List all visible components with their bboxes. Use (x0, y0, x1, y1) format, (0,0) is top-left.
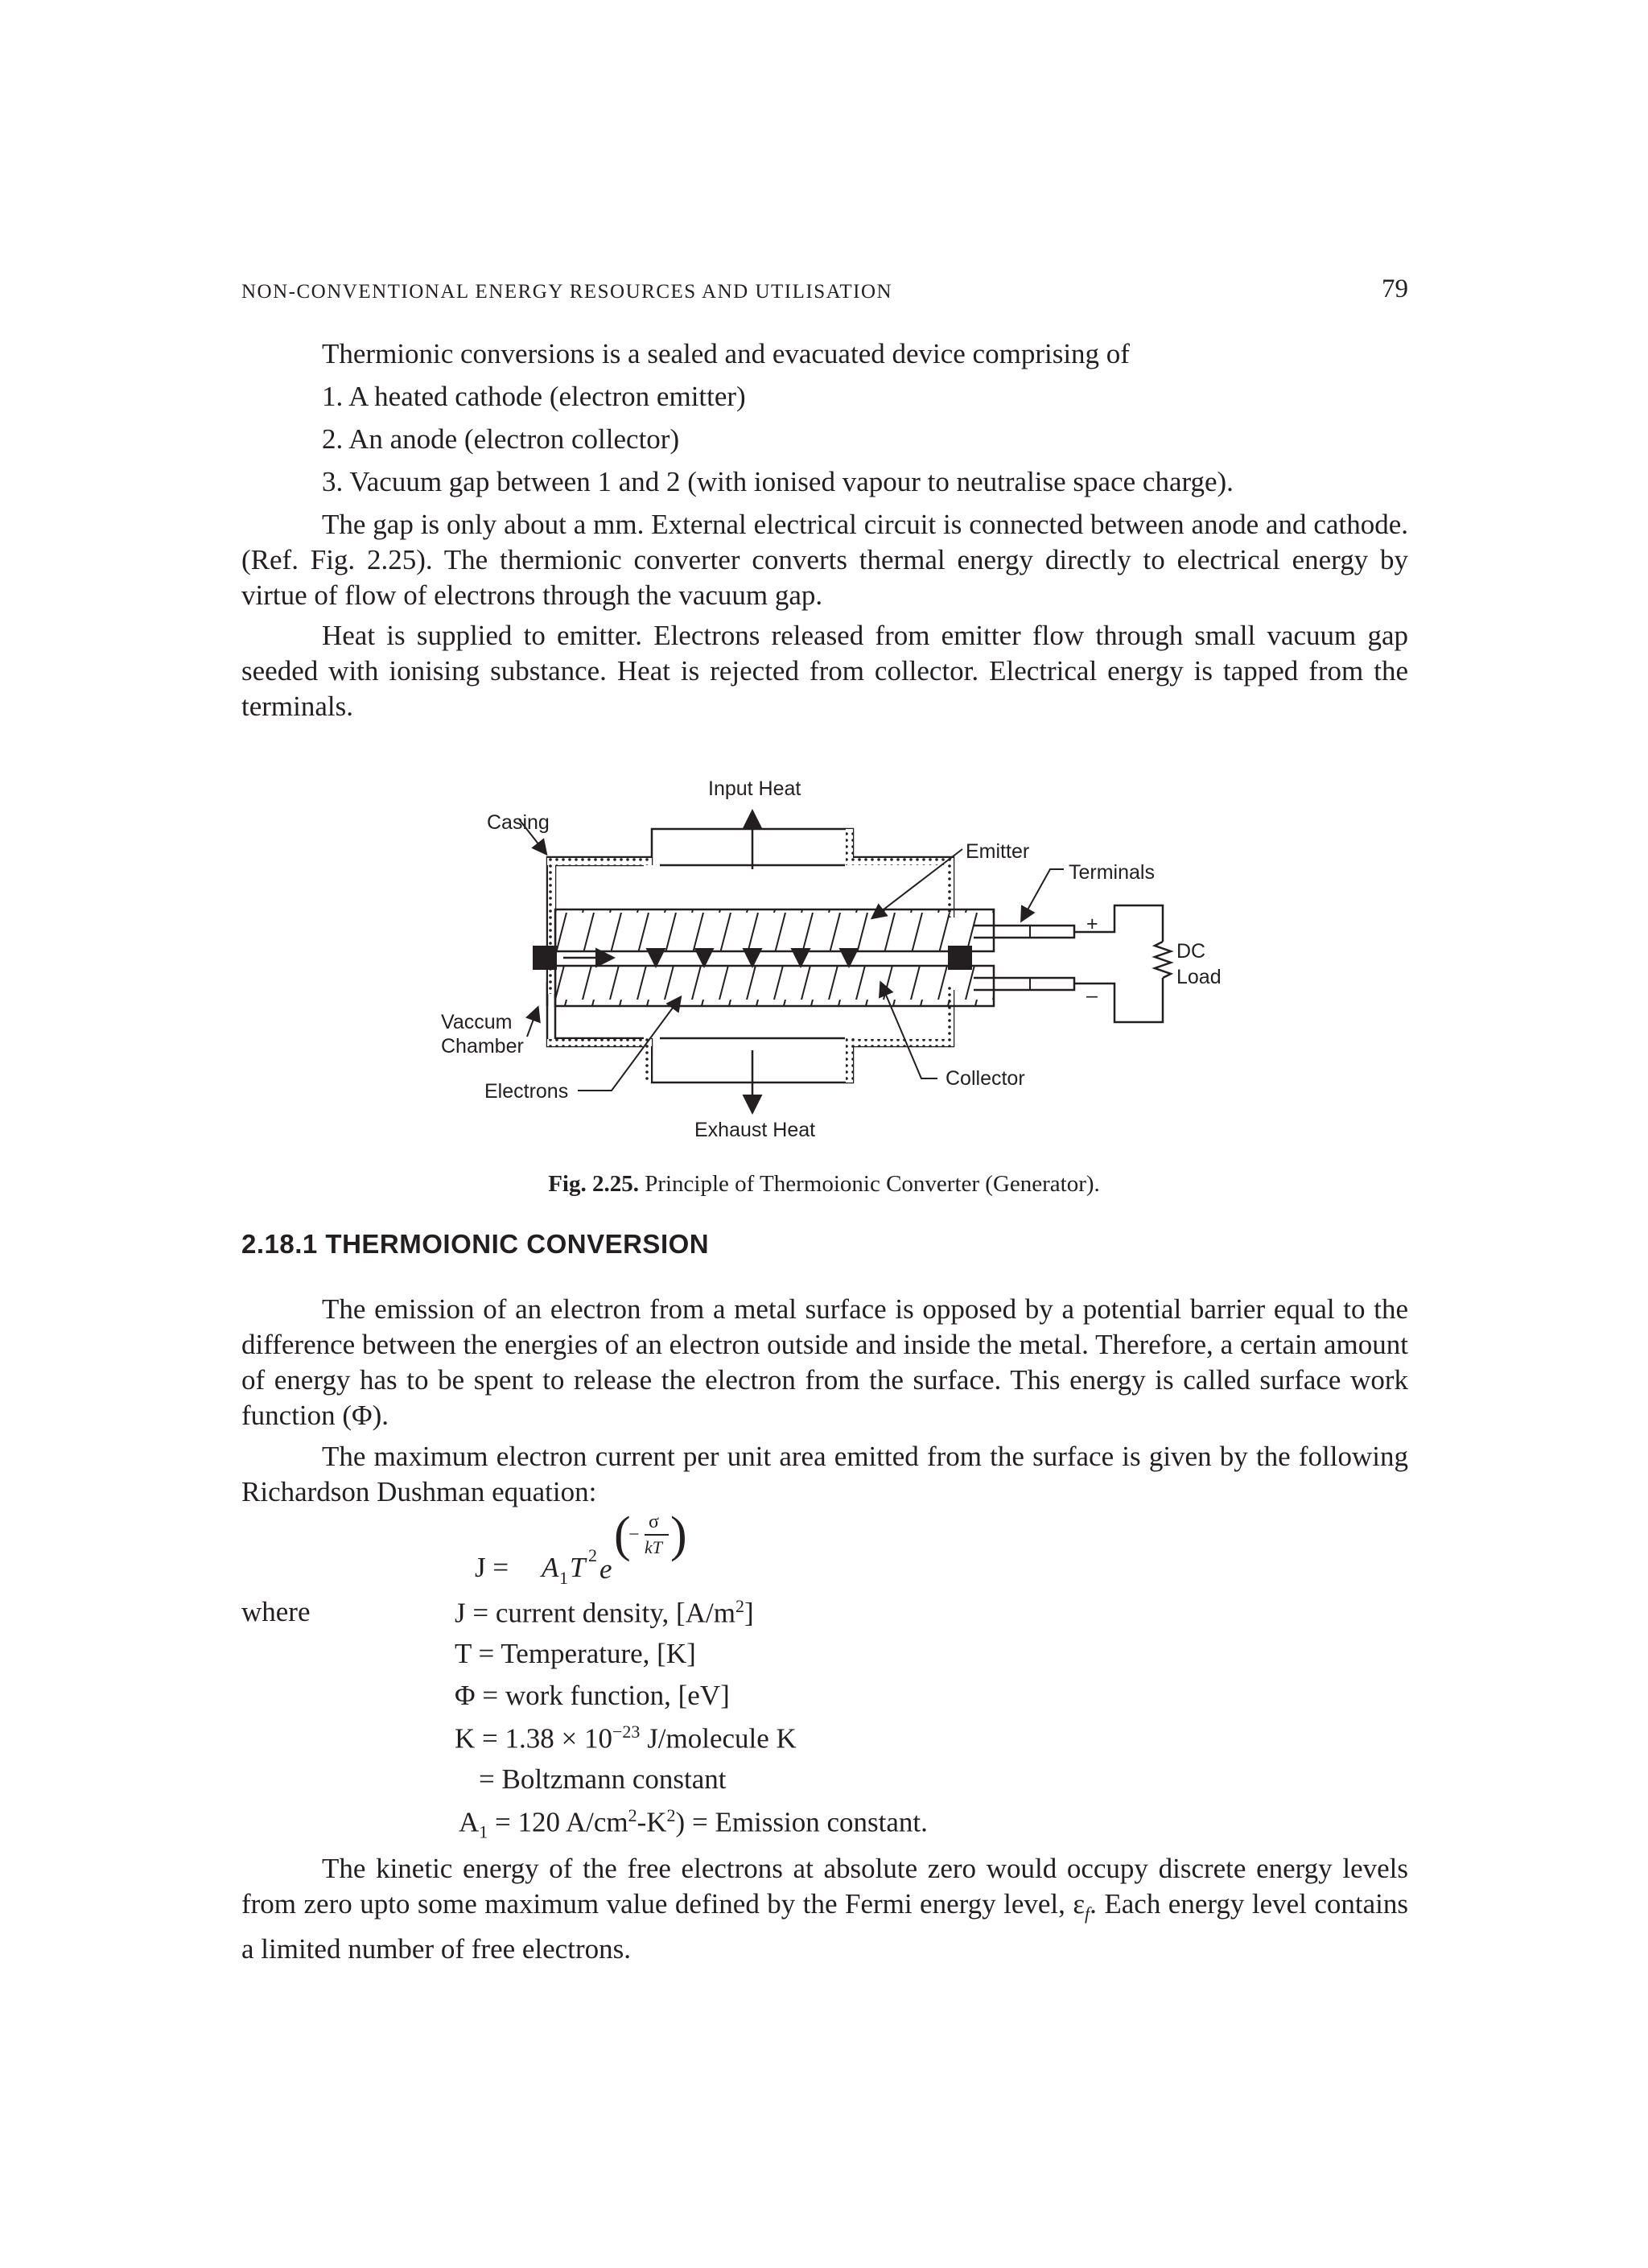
label-plus: + (1086, 913, 1098, 935)
eq-minus: − (628, 1524, 640, 1545)
def-K: $K = 1.38 \times 10^{-23}$ J/molecule K (455, 1722, 797, 1755)
section-paragraph-2: The maximum electron current per unit area emitted from the surface is given by the following Richardson Dushman equation: (241, 1441, 1408, 1507)
figure-caption (0, 1171, 1648, 1198)
page-number: 79 (1382, 274, 1408, 303)
list-item-1: 1. A heated cathode (electron emitter) (322, 381, 746, 412)
section-paragraph-3: The kinetic energy of the free electrons at absolute zero would occupy discrete energy levels from zero upto some maximum value defined by the Fermi energy level, $\varepsilon_f$. Each energy level contains a limited number of free electrons. (241, 1853, 1408, 1965)
eq-kT: kT (645, 1537, 662, 1557)
label-chamber: Chamber (441, 1035, 524, 1058)
running-title: NON-CONVENTIONAL ENERGY RESOURCES AND UTILISATION (241, 281, 893, 303)
intro-lead: Thermionic conversions is a sealed and evacuated device comprising of (322, 338, 1130, 369)
eq-T: T (570, 1552, 586, 1583)
label-vaccum: Vaccum (441, 1011, 513, 1033)
label-collector: Collector (946, 1067, 1025, 1090)
section-heading: 2.18.1 THERMOIONIC CONVERSION (241, 1229, 710, 1259)
label-emitter: Emitter (966, 840, 1030, 863)
where-label: where (241, 1596, 311, 1627)
label-electrons: Electrons (484, 1080, 569, 1103)
caption-label: Fig. 2.25. (548, 1171, 639, 1197)
thermionic-converter-diagram (0, 765, 1648, 1151)
def-phi: Φ = work function, [eV] (455, 1680, 730, 1711)
eq-lhs: J = (475, 1552, 516, 1583)
eq-T-sup: 2 (588, 1545, 597, 1565)
label-exhaust-heat: Exhaust Heat (694, 1119, 816, 1141)
eq-e: e (599, 1553, 612, 1585)
caption-text: Principle of Thermoionic Converter (Generator). (645, 1171, 1100, 1197)
list-item-3: 3. Vacuum gap between 1 and 2 (with ionised vapour to neutralise space charge). (322, 466, 1234, 497)
intro-paragraph-1: The gap is only about a mm. External electrical circuit is connected between anode and cathode. (Ref. Fig. 2.25). The thermionic converter converts thermal energy directly to electrical energy by virtue of flow of electrons through the vacuum gap. (241, 509, 1408, 611)
label-dc: DC (1176, 940, 1206, 963)
eq-A: A (542, 1552, 559, 1583)
list-item-2: 2. An anode (electron collector) (322, 423, 680, 455)
def-T: T = Temperature, [K] (455, 1638, 696, 1669)
richardson-dushman-equation: J = A 1 T 2 e ( − σ kT ) (475, 1507, 687, 1588)
section-paragraph-1: The emission of an electron from a metal surface is opposed by a potential barrier equal to the difference between the energies of an electron outside and inside the metal. Therefore, a certain amount of energy has to be spent to release the electron from the surface. This energy is called surface work function (Φ). (241, 1293, 1408, 1431)
eq-A-sub: 1 (559, 1568, 568, 1588)
label-load: Load (1176, 966, 1222, 988)
page-header (241, 274, 1408, 310)
label-casing: Casing (487, 811, 550, 834)
def-boltzmann: = Boltzmann constant (479, 1763, 727, 1795)
def-A1: $A_1 = 120$ $A/cm^2-K^2$) = Emission constant. (459, 1805, 928, 1842)
label-terminals: Terminals (1069, 861, 1155, 884)
eq-sigma: σ (649, 1511, 659, 1532)
emitter-plate (555, 909, 994, 951)
def-J: J = current density, $[A/m^2]$ (455, 1596, 754, 1629)
collector-plate (555, 966, 994, 1006)
label-minus: – (1086, 984, 1098, 1007)
intro-paragraph-2: Heat is supplied to emitter. Electrons released from emitter flow through small vacuum gap seeded with ionising substance. Heat is rejected from collector. Electrical energy is tapped from the terminals. (241, 620, 1408, 722)
label-input-heat: Input Heat (708, 777, 801, 800)
